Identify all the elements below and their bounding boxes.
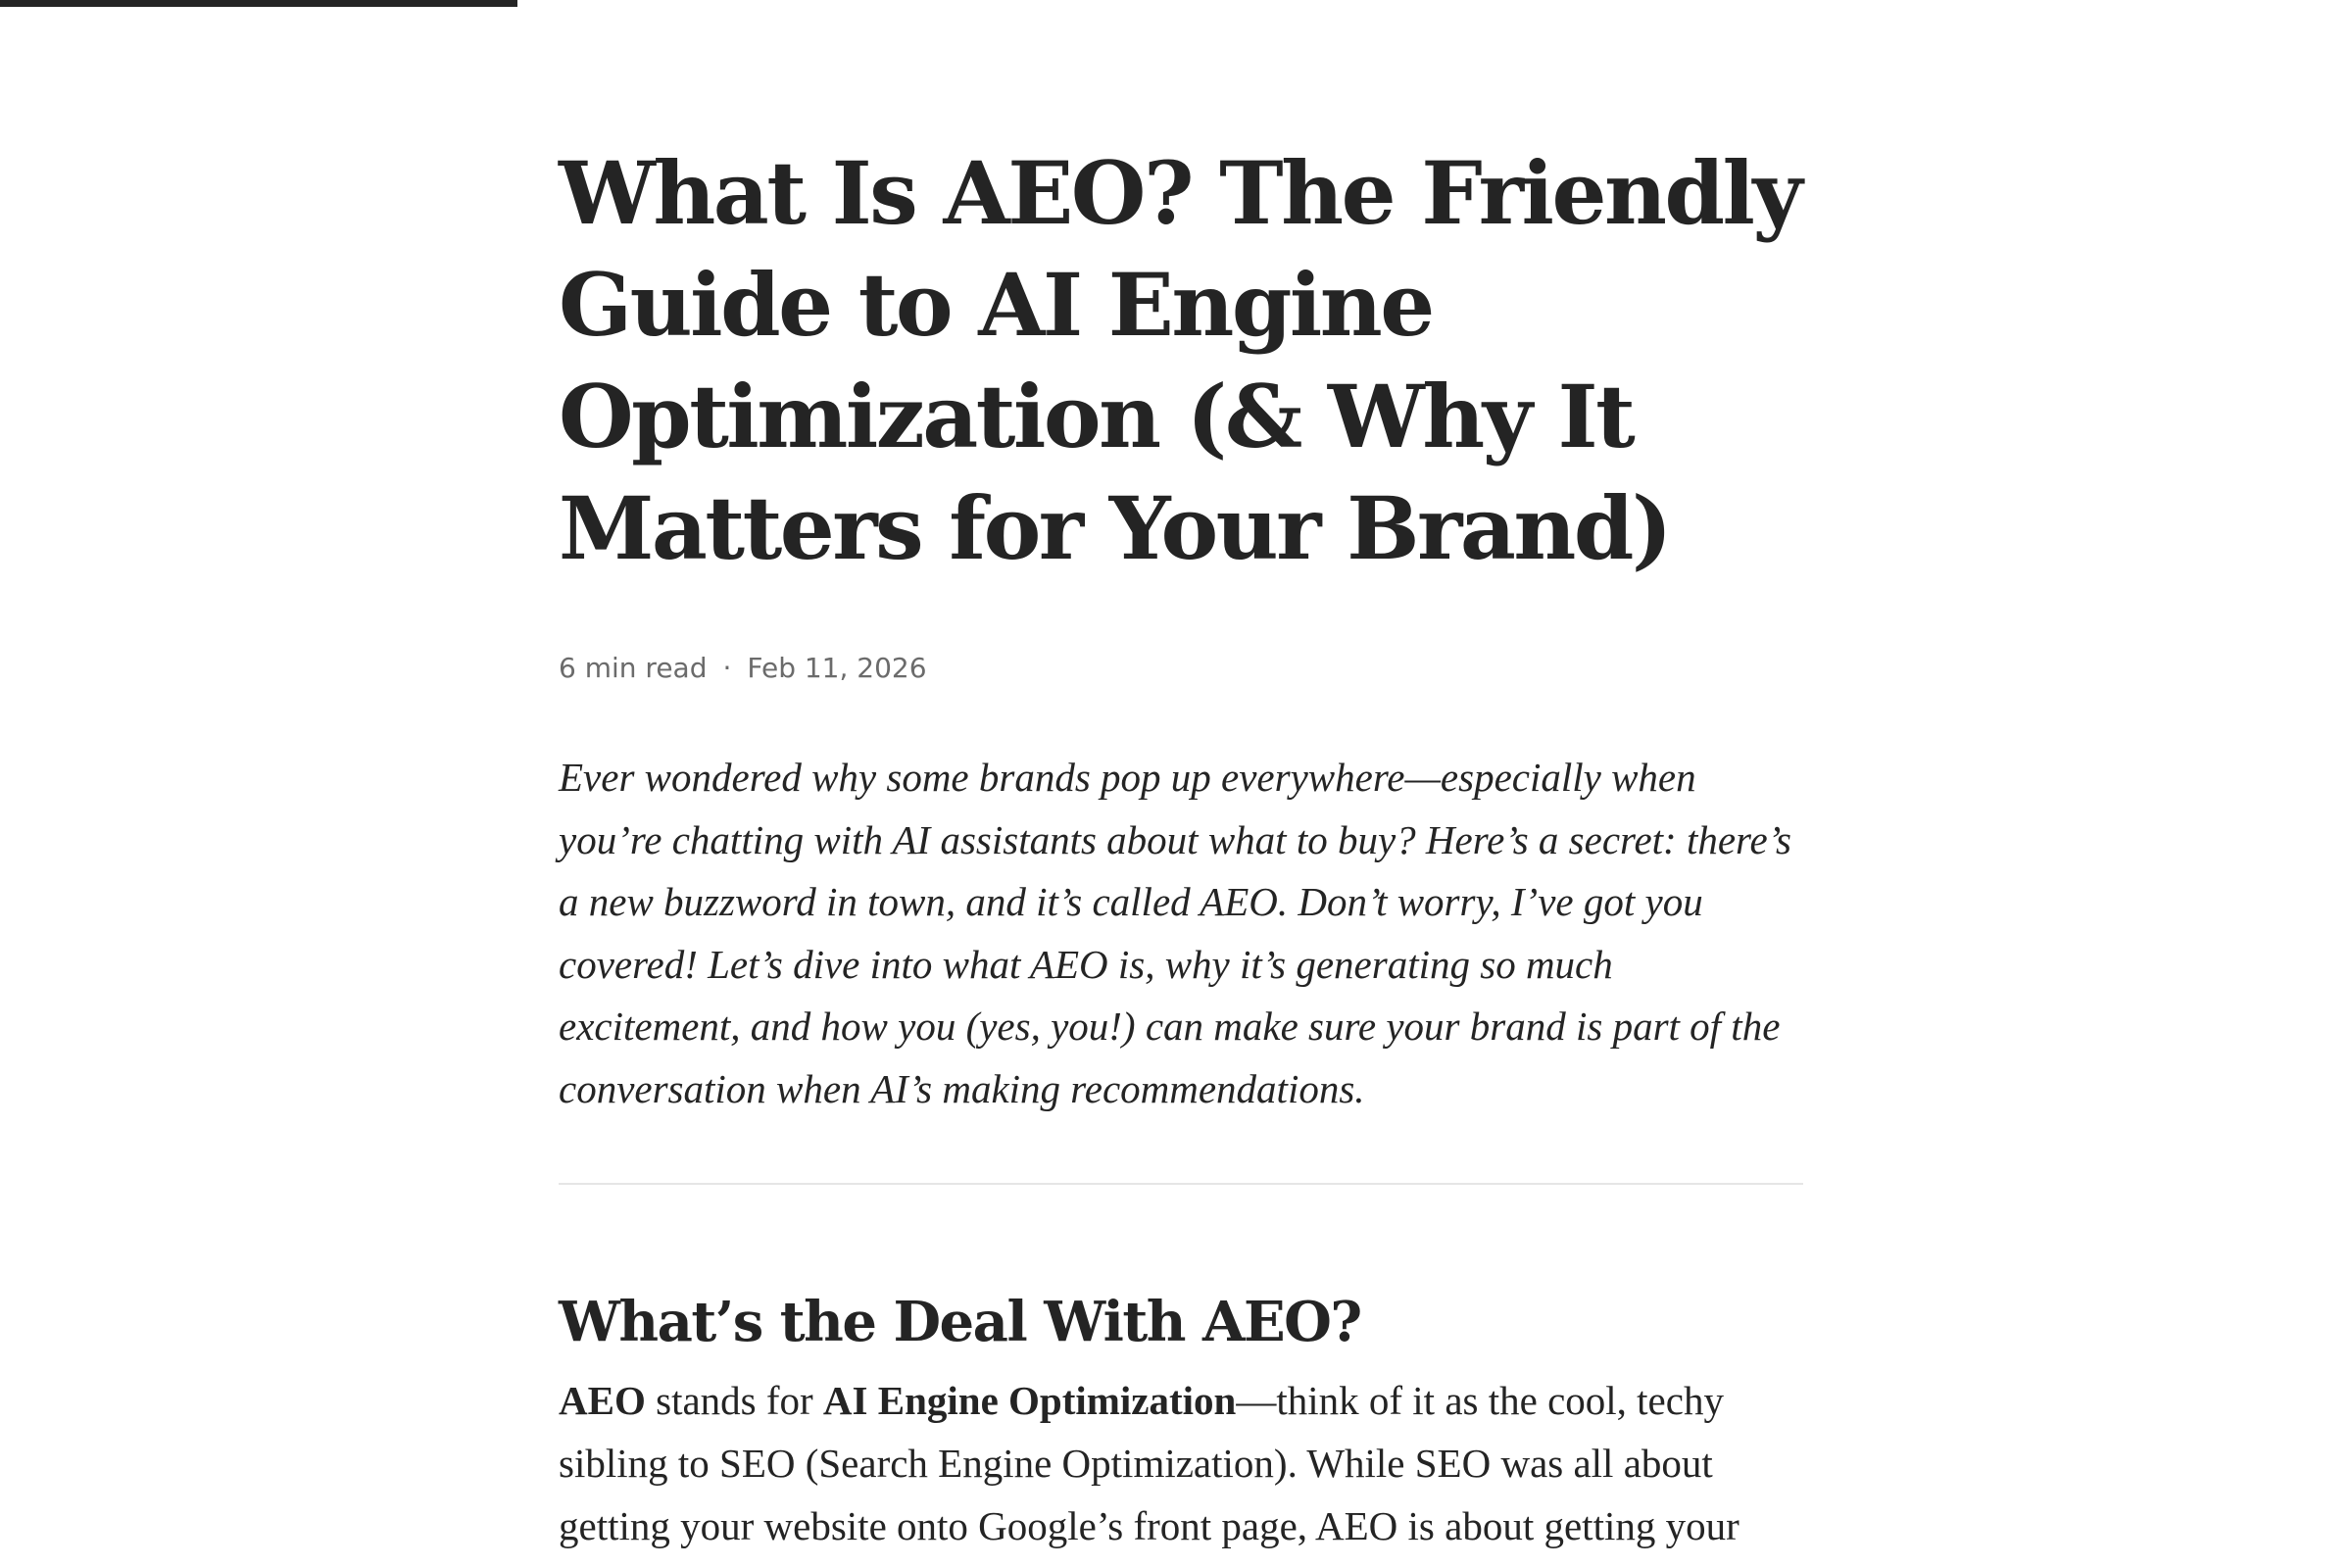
paragraph-text-1: stands for [645, 1378, 823, 1423]
paragraph-text-2: —think of it as the cool, techy sibling to SEO (Search Engine Optimization). While SEO was all about getting your website onto Google’s front page, AEO is about getting your [559, 1378, 1740, 1548]
section-paragraph [559, 1369, 1803, 1557]
article-intro: Ever wondered why some brands pop up everywhere—especially when you’re chatting with AI assistants about what to buy? Here’s a secret: there’s a new buzzword in town, and it’s called AEO. Don’t worry, I’ve got you covered! Let’s dive into what AEO is, why it’s generating so much excitement, and how you (yes, you!) can make sure your brand is part of the conversation when AI’s making recommendations. [559, 755, 1791, 1111]
article-title: What Is AEO? The Friendly Guide to AI Engine Optimization (& Why It Matters for Your Brand) [559, 142, 1801, 579]
article [559, 137, 1803, 1557]
publish-date: Feb 11, 2026 [747, 652, 927, 684]
term-expansion: AI Engine Optimization [822, 1378, 1237, 1423]
reading-progress-bar [0, 0, 517, 7]
meta-separator: · [722, 652, 732, 684]
section-heading: What’s the Deal With AEO? [559, 1290, 1361, 1354]
term-aeo: AEO [559, 1378, 646, 1423]
section-divider [559, 1183, 1803, 1185]
read-time: 6 min read [559, 652, 708, 684]
article-meta [559, 651, 1803, 686]
